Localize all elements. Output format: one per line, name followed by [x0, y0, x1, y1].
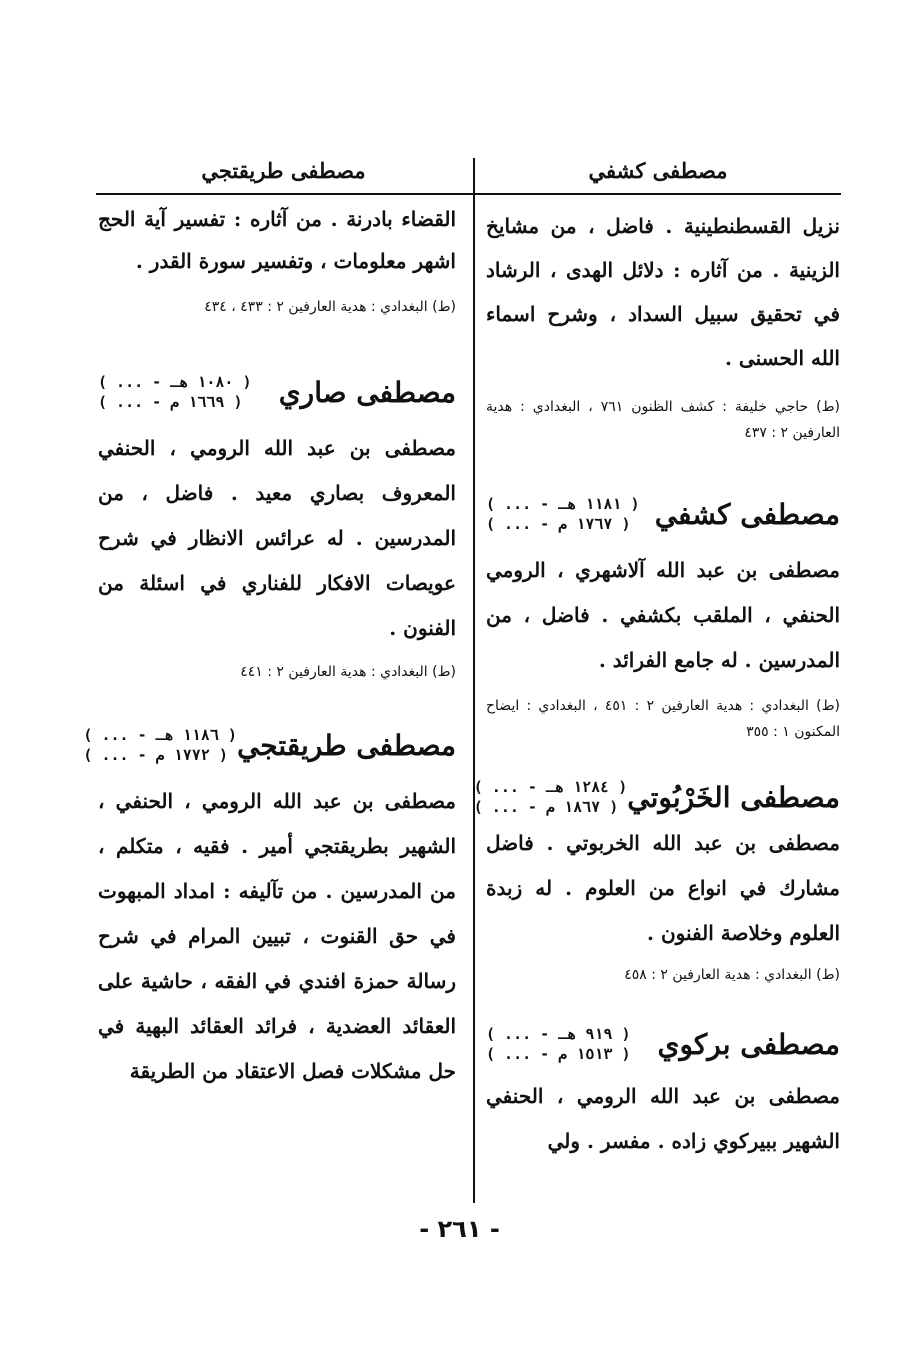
entry-dates	[83, 725, 237, 765]
running-head-right: مصطفى كشفي	[588, 158, 728, 183]
date-hijri: ( ... - ١١٨١ هـ )	[486, 495, 640, 513]
entry-text: مصطفى بن عبد الله الخربوتي . فاضل مشارك في انواع من العلوم . له زبدة العلوم وخلاصة الفنون .	[486, 831, 840, 945]
entry-name: مصطفى كشفي	[654, 497, 840, 531]
entry-dates	[486, 494, 640, 534]
entry-text: مصطفى بن عبد الله الرومي ، الحنفي المعروف بصاري معيد . فاضل ، من المدرسين . له عرائس الانظار في شرح عويصات الافكار للفناري في اسئلة من الفنون .	[98, 436, 456, 640]
entry-ref: (ط) البغدادي : هدية العارفين ٢ : ٤٤١	[240, 664, 456, 680]
entry-ref: (ط) البغدادي : هدية العارفين ٢ : ٤٥١ ، البغدادي : ايضاح المكنون ١ : ٣٥٥	[486, 698, 841, 740]
entry-title-row	[486, 1024, 840, 1064]
entry-sari	[98, 372, 456, 685]
date-hijri: ( ... - ١٢٨٤ هـ )	[473, 778, 628, 796]
entry-text: مصطفى بن عبد الله الرومي ، الحنفي ، الشهير بطريقتجي أمير . فقيه ، متكلم ، من المدرسين . من تآليفه : امداد المبهوت في حق القنوت ، تبيين المرام في شرح رسالة حمزة افندي في الفقه ، حاشية على العقائد العضدية ، فرائد العقائد البهية في حل مشكلات فصل الاعتقاد من الطريقة	[98, 789, 456, 1083]
entry-birgivi	[486, 1024, 840, 1164]
entry-dates	[474, 777, 628, 817]
right-column	[473, 204, 841, 1164]
right-intro-text: نزيل القسطنطينية . فاضل ، من مشايخ الزينية . من آثاره : دلائل الهدى ، الرشاد في تحقيق سبيل السداد ، وشرح اسماء الله الحسنى .	[486, 214, 840, 370]
entry-dates	[486, 1024, 631, 1064]
entry-title-row	[486, 494, 840, 534]
entry-name: مصطفى بركوي	[657, 1027, 840, 1061]
entry-tariqatji	[83, 725, 456, 1094]
date-gregorian: ( ... - ١٦٦٩ م )	[98, 393, 243, 411]
date-hijri: ( ... - ٩١٩ هـ )	[486, 1025, 631, 1043]
date-gregorian: ( ... - ١٧٦٧ م )	[486, 515, 631, 533]
right-intro-ref: (ط) حاجي خليفة : كشف الظنون ٧٦١ ، البغدادي : هدية العارفين ٢ : ٤٣٧	[486, 399, 840, 441]
entry-title-row	[473, 777, 840, 817]
entry-ref: (ط) البغدادي : هدية العارفين ٢ : ٤٥٨	[624, 967, 840, 983]
page-number: - ٢٦١ -	[419, 1215, 500, 1243]
entry-text: مصطفى بن عبد الله الرومي ، الحنفي الشهير ببيركوي زاده . مفسر . ولي	[486, 1084, 840, 1153]
column-divider	[473, 158, 475, 1203]
entry-name: مصطفى الخَرْبُوتي	[627, 780, 840, 814]
date-gregorian: ( ... - ١٧٧٢ م )	[83, 746, 228, 764]
entry-title-row	[98, 372, 456, 412]
header-rule	[96, 193, 841, 195]
running-head-left: مصطفى طريقتجي	[201, 158, 366, 183]
entry-dates	[98, 372, 252, 412]
left-intro-text: القضاء بادرنة . من آثاره : تفسير آية الحج اشهر معلومات ، وتفسير سورة القدر .	[98, 207, 456, 273]
entry-kashfi	[486, 494, 840, 745]
left-column	[83, 198, 456, 1094]
date-gregorian: ( ... - ١٨٦٧ م )	[473, 798, 619, 816]
date-hijri: ( ... - ١١٨٦ هـ )	[83, 726, 237, 744]
entry-title-row	[83, 725, 456, 765]
date-gregorian: ( ... - ١٥١٣ م )	[486, 1045, 631, 1063]
entry-text: مصطفى بن عبد الله آلاشهري ، الرومي الحنفي ، الملقب بكشفي . فاضل ، من المدرسين . له جامع الفرائد .	[486, 558, 840, 672]
entry-name: مصطفى طريقتجي	[236, 728, 456, 762]
entry-name: مصطفى صاري	[278, 375, 456, 409]
date-hijri: ( ... - ١٠٨٠ هـ )	[98, 373, 252, 391]
left-intro-ref: (ط) البغدادي : هدية العارفين ٢ : ٤٣٣ ، ٤٣٤	[204, 299, 456, 315]
entry-kharbuti	[473, 777, 840, 988]
